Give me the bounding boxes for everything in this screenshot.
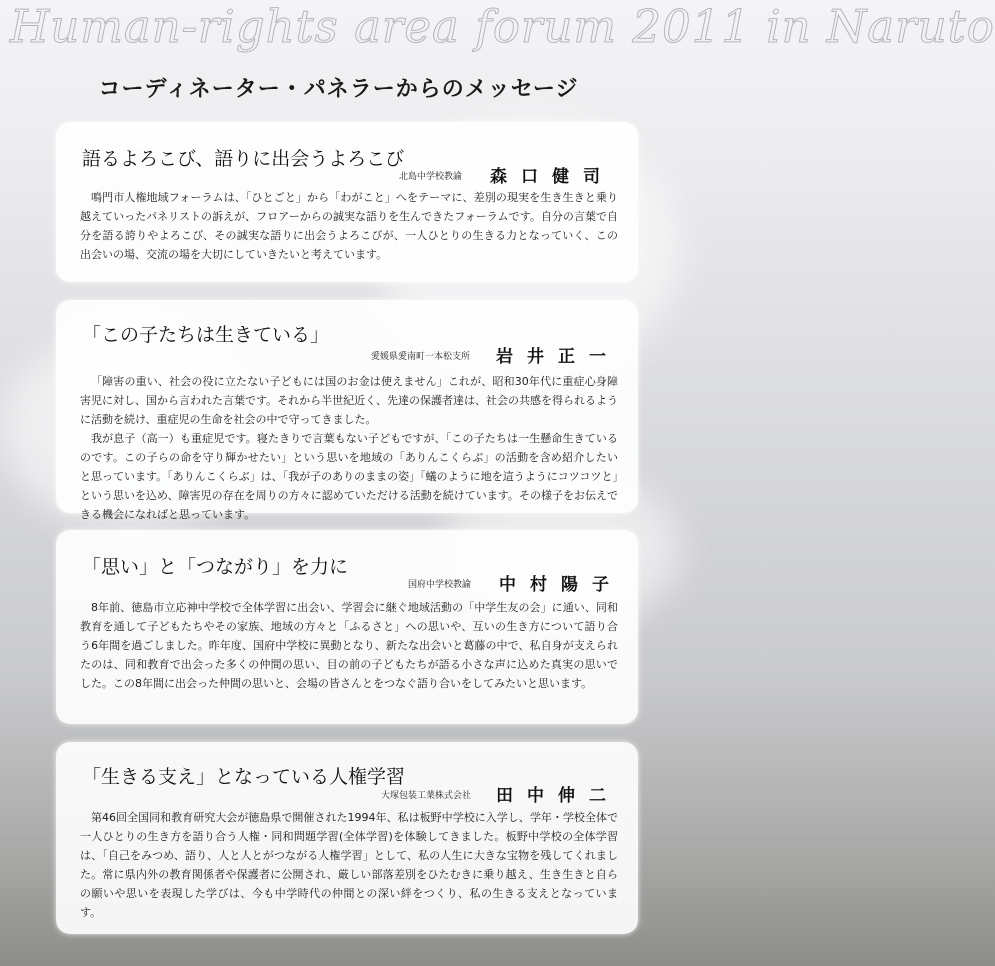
card-paragraph: 我が息子（高一）も重症児です。寝たきりで言葉もない子どもですが、「この子たちは一生懸命生きているのです。この子らの命を守り輝かせたい」という思いを地域の「ありんこくらぶ」の活動を含め紹介したいと思っています。「ありんこくらぶ」は、「我が子のありのままの姿」「蟻のように地を這うようにコツコツと」という思いを込め、障害児の存在を周りの方々に認めていただける活動を続けています。その様子をお伝えできる機会になればと思っています。 <box>80 432 618 521</box>
card-body <box>80 808 618 922</box>
card-title: 「生きる支え」となっている人権学習 <box>82 766 406 788</box>
card-paragraph: 8年前、徳島市立応神中学校で全体学習に出会い、学習会に継ぐ地域活動の「中学生友の会」に通い、同和教育を通して子どもたちやその家族、地域の方々と「ふるさと」への思いや、互いの生き方について語り合う6年間を過ごしました。昨年度、国府中学校に異動となり、新たな出会いと葛藤の中で、私自身が支えられたのは、同和教育で出会った多くの仲間の思い、目の前の子どもたちが語る小さな声に込めた真実の思いでした。この8年間に出会った仲間の思いと、会場の皆さんとをつなぐ語り合いをしてみたいと思います。 <box>80 601 618 690</box>
card-body <box>80 598 618 693</box>
speaker-name: 森口健司 <box>490 167 614 187</box>
card-title: 「思い」と「つながり」を力に <box>82 556 349 578</box>
card-title: 「この子たちは生きている」 <box>82 324 330 346</box>
speaker-affiliation: 国府中学校教諭 <box>408 580 472 590</box>
speaker-name: 田中伸二 <box>496 786 620 806</box>
card-paragraph: 「障害の重い、社会の役に立たない子どもには国のお金は使えません」これが、昭和30年代に重症心身障害児に対し、国から言われた言葉です。それから半世紀近く、先達の保護者達は、社会の共感を得られるように活動を続け、重症児の生命を社会の中で守ってきました。 <box>80 375 618 426</box>
card-body <box>80 372 618 524</box>
card-paragraph: 第46回全国同和教育研究大会が徳島県で開催された1994年、私は板野中学校に入学し、学年・学校全体で一人ひとりの生き方を語り合う人権・同和問題学習(全体学習)を体験してきました。板野中学校の全体学習は、「自己をみつめ、語り、人と人とがつながる人権学習」として、私の人生に大きな宝物を残してくれました。常に県内外の教育関係者や保護者に公開され、厳しい部落差別をひたむきに乗り越え、生き生きと自らの願いや思いを表現した学びは、今も中学時代の仲間との深い絆をつくり、私の生きる支えとなっています。 <box>80 811 618 919</box>
speaker-affiliation: 北島中学校教諭 <box>399 172 463 182</box>
message-card <box>56 300 638 521</box>
message-card <box>56 122 638 282</box>
message-card <box>56 530 638 724</box>
forum-banner: Human-rights area forum 2011 in Naruto <box>10 0 995 53</box>
card-title: 語るよろこび、語りに出会うよろこび <box>82 148 405 170</box>
speaker-name: 中村陽子 <box>499 575 623 595</box>
speaker-name: 岩井正一 <box>496 347 620 367</box>
message-card <box>56 742 638 934</box>
speaker-affiliation: 愛媛県愛南町一本松支所 <box>371 352 471 362</box>
speaker-affiliation: 大塚包装工業株式会社 <box>381 791 472 801</box>
card-paragraph: 鳴門市人権地域フォーラムは、「ひとごと」から「わがこと」へをテーマに、差別の現実を生き生きと乗り越えていったパネリストの訴えが、フロアーからの誠実な語りを生んできたフォーラムです。自分の言葉で自分を語る誇りやよろこび、その誠実な語りに出会うよろこびが、一人ひとりの生きる力となっていく、この出会いの場、交流の場を大切にしていきたいと考えています。 <box>80 191 619 261</box>
card-body <box>80 188 618 264</box>
page-title: コーディネーター・パネラーからのメッセージ <box>98 77 579 102</box>
